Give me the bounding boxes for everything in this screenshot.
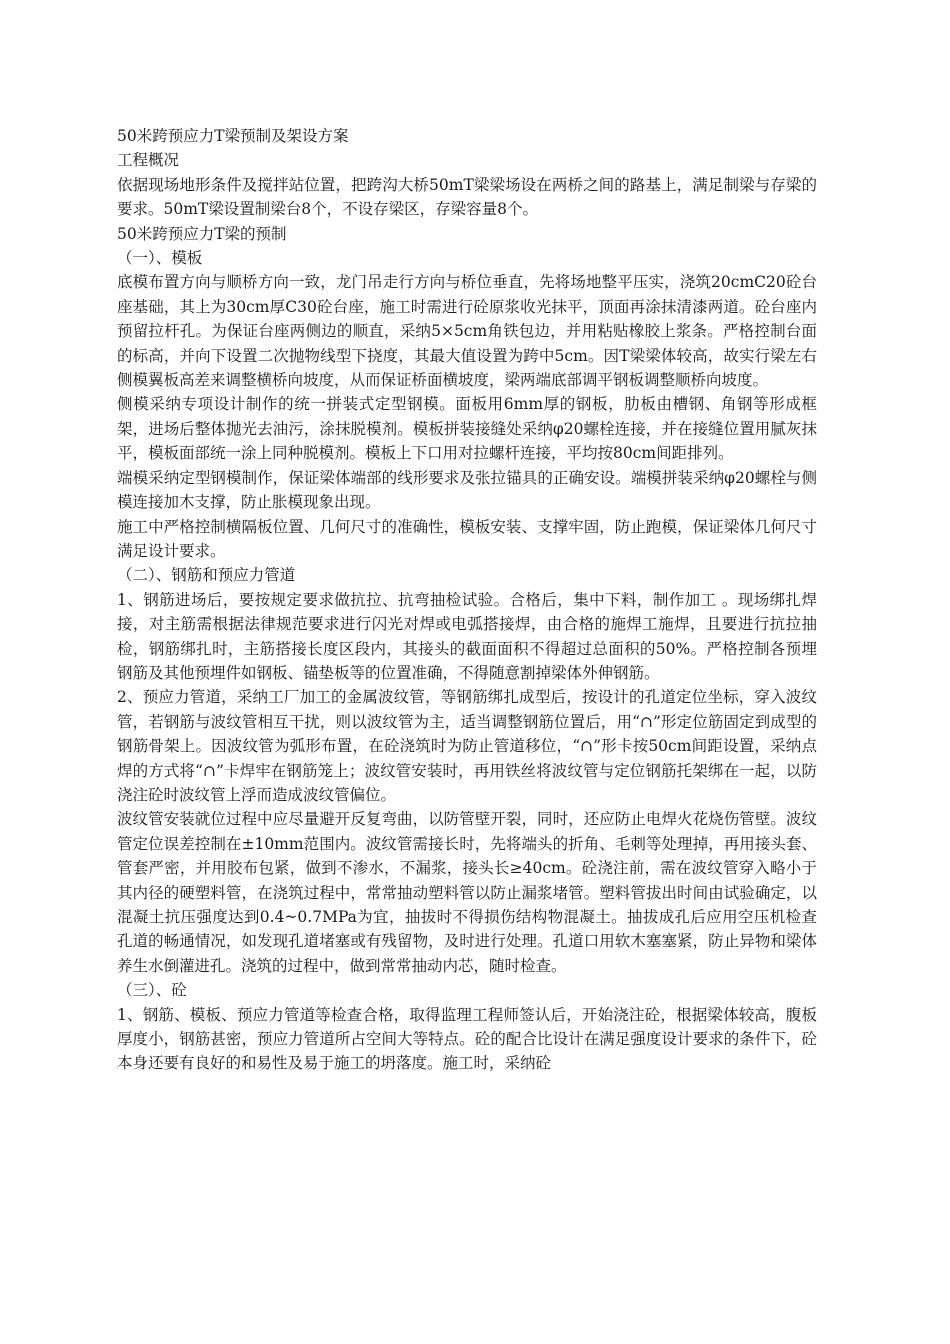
paragraph-formwork-3: 端模采纳定型钢模制作，保证梁体端部的线形要求及张拉锚具的正确安设。端模拼装采纳φ20螺栓与侧模连接加木支撑，防止胀模现象出现。	[117, 468, 817, 512]
paragraph-overview: 依据现场地形条件及搅拌站位置，把跨沟大桥50mT梁梁场设在两桥之间的路基上，满足制梁与存梁的要求。50mT梁设置制梁台8个，不设存梁区，存梁容量8个。	[117, 175, 817, 219]
document-page	[117, 124, 817, 1076]
paragraph-formwork-2: 侧模采纳专项设计制作的统一拼装式定型钢模。面板用6mm厚的钢板，肋板由槽钢、角钢等形成框架，进场后整体抛光去油污，涂抹脱模剂。模板拼装接缝处采纳φ20螺栓连接，并在接缝位置用腻灰抹平，模板面部统一涂上同种脱模剂。模板上下口用对拉螺杆连接，平均按80cm间距排列。	[117, 395, 817, 463]
paragraph-formwork-4: 施工中严格控制横隔板位置、几何尺寸的准确性，模板安装、支撑牢固，防止跑模，保证梁体几何尺寸满足设计要求。	[117, 517, 817, 560]
paragraph-rebar-1: 1、钢筋进场后，要按规定要求做抗拉、抗弯抽检试验。合格后，集中下料，制作加工 。现场绑扎焊接，对主筋需根据法律规范要求进行闪光对焊或电弧搭接焊，由合格的施焊工施焊，且要进行抗拉抽检，钢筋绑扎时，主筋搭接长度区段内，其接头的截面面积不得超过总面积的50%。严格控制各预埋钢筋及其他预埋件如钢板、锚垫板等的位置准确，不得随意割掉梁体外伸钢筋。	[117, 590, 817, 682]
heading-formwork: （一）、模板	[117, 249, 203, 268]
heading-rebar: （二）、钢筋和预应力管道	[117, 566, 296, 585]
heading-overview: 工程概况	[117, 151, 180, 170]
heading-precast: 50米跨预应力T梁的预制	[117, 224, 287, 243]
paragraph-formwork-1: 底模布置方向与顺桥方向一致，龙门吊走行方向与桥位垂直，先将场地整平压实，浇筑20cmC20砼台座基础，其上为30cm厚C30砼台座，施工时需进行砼原浆收光抹平，顶面再涂抹清漆两道。砼台座内预留拉杆孔。为保证台座两侧边的顺直，采纳5×5cm角铁包边，并用粘贴橡胶上浆条。严格控制台面的标高，并向下设置二次抛物线型下挠度，其最大值设置为跨中5cm。因T梁梁体较高，故实行梁左右侧模翼板高差来调整横桥向坡度，从而保证桥面横坡度，梁两端底部调平钢板调整顺桥向坡度。	[117, 273, 817, 390]
paragraph-rebar-3: 波纹管安装就位过程中应尽量避开反复弯曲，以防管壁开裂，同时，还应防止电焊火花烧伤管壁。波纹管定位误差控制在±10mm范围内。波纹管需接长时，先将端头的折角、毛刺等处理掉，再用接头套、管套严密，并用胶布包紧，做到不渗水，不漏浆，接头长≥40cm。砼浇注前，需在波纹管穿入略小于其内径的硬塑料管，在浇筑过程中，常常抽动塑料管以防止漏浆堵管。塑料管拔出时间由试验确定，以混凝土抗压强度达到0.4~0.7MPa为宜，抽拔时不得损伤结构物混凝土。抽拔成孔后应用空压机检查孔道的畅通情况，如发现孔道堵塞或有残留物，及时进行处理。孔道口用软木塞塞紧，防止异物和梁体养生水倒灌进孔。浇筑的过程中，做到常常抽动内芯，随时检查。	[117, 810, 817, 975]
document-title: 50米跨预应力T梁预制及架设方案	[117, 127, 349, 145]
paragraph-rebar-2: 2、预应力管道，采纳工厂加工的金属波纹管，等钢筋绑扎成型后，按设计的孔道定位坐标，穿入波纹管，若钢筋与波纹管相互干扰，则以波纹管为主，适当调整钢筋位置后，用“∩”形定位筋固定到成型的钢筋骨架上。因波纹管为弧形布置，在砼浇筑时为防止管道移位，“∩”形卡按50cm间距设置，采纳点焊的方式将“∩”卡焊牢在钢筋笼上；波纹管安装时，再用铁丝将波纹管与定位钢筋托架绑在一起，以防浇注砼时波纹管上浮而造成波纹管偏位。	[117, 688, 817, 804]
paragraph-concrete-1: 1、钢筋、模板、预应力管道等检查合格，取得监理工程师签认后，开始浇注砼，根据梁体较高，腹板厚度小，钢筋甚密，预应力管道所占空间大等特点。砼的配合比设计在满足强度设计要求的条件下，砼本身还要有良好的和易性及易于施工的坍落度。施工时，采纳砼	[117, 1005, 817, 1073]
heading-concrete: （三）、砼	[117, 981, 187, 1000]
